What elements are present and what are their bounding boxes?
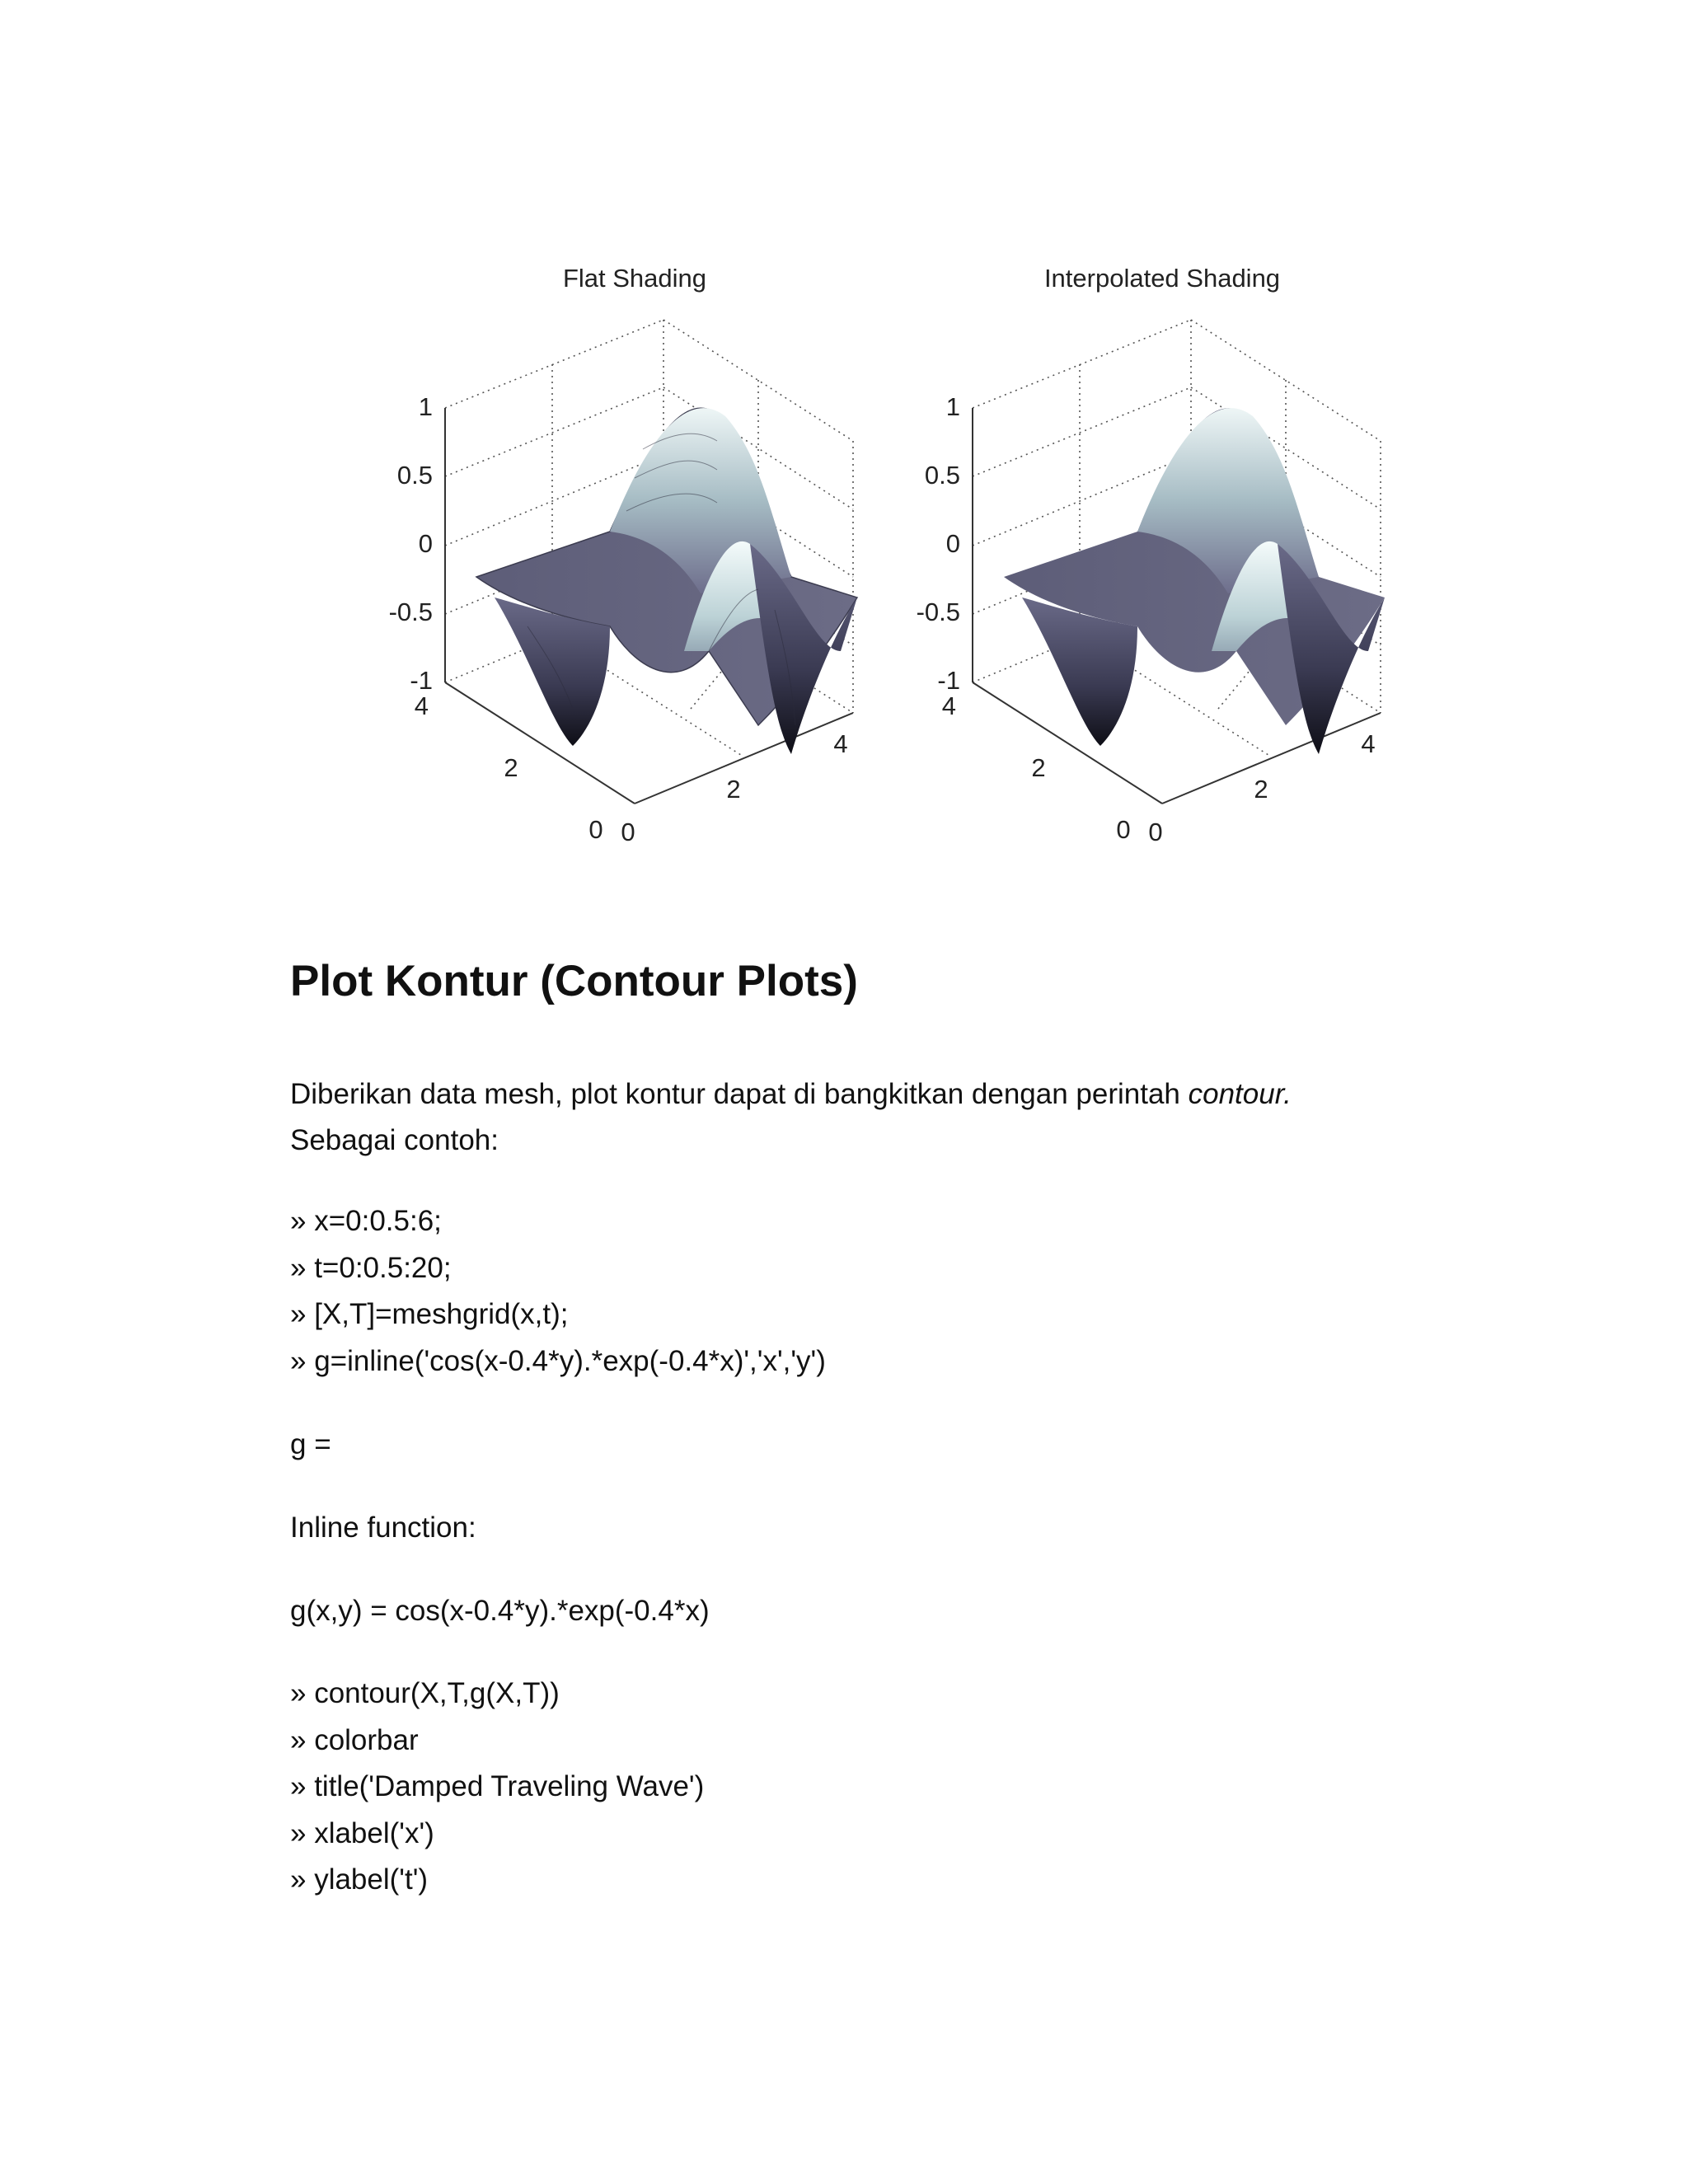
x-ticks-left: [621, 729, 847, 846]
output-g-definition: g(x,y) = cos(x-0.4*y).*exp(-0.4*x): [290, 1595, 710, 1627]
x-tick-4: 4: [833, 729, 848, 758]
x-ticks-right: [1148, 729, 1375, 846]
surface-left: [476, 408, 857, 754]
y-tick-4: 4: [941, 691, 956, 720]
y-tick-2: 2: [1031, 753, 1046, 782]
intro-line2: Sebagai contoh:: [290, 1124, 499, 1156]
z-tick-neg0.5: -0.5: [916, 598, 960, 626]
intro-paragraph: [290, 1071, 1292, 1164]
z-ticks-left: [389, 392, 433, 695]
z-tick-0.5: 0.5: [924, 461, 960, 490]
y-tick-4: 4: [414, 691, 429, 720]
x-tick-0: 0: [621, 818, 635, 846]
interpolated-shading-plot: [917, 320, 1385, 846]
z-tick-neg0.5: -0.5: [388, 598, 433, 626]
output-inline-label: Inline function:: [290, 1511, 476, 1544]
command-line: » x=0:0.5:6;: [290, 1205, 442, 1237]
section-heading: Plot Kontur (Contour Plots): [290, 957, 858, 1005]
z-tick-0.5: 0.5: [396, 461, 433, 490]
surface-right: [1004, 408, 1385, 754]
z-tick-0: 0: [945, 529, 960, 558]
command-line: » t=0:0.5:20;: [290, 1252, 452, 1284]
z-tick-neg1: -1: [410, 666, 433, 695]
command-line: » contour(X,T,g(X,T)): [290, 1677, 560, 1709]
x-tick-2: 2: [726, 775, 741, 804]
z-tick-1: 1: [418, 392, 433, 421]
command-line: » title('Damped Traveling Wave'): [290, 1770, 705, 1802]
z-ticks-right: [917, 392, 960, 695]
command-line: » g=inline('cos(x-0.4*y).*exp(-0.4*x)','x','y'): [290, 1345, 826, 1377]
plot-title-interpolated: Interpolated Shading: [1043, 264, 1281, 293]
output-g-eq: g =: [290, 1428, 331, 1460]
command-line: » ylabel('t'): [290, 1863, 429, 1896]
surface-plots-svg: [363, 264, 1418, 874]
command-line: » colorbar: [290, 1724, 419, 1756]
z-tick-1: 1: [945, 392, 960, 421]
command-line: » xlabel('x'): [290, 1817, 434, 1849]
y-tick-2: 2: [504, 753, 518, 782]
z-tick-0: 0: [418, 529, 433, 558]
plot-title-flat: Flat Shading: [562, 264, 707, 293]
intro-italic-command: contour.: [1188, 1078, 1292, 1110]
y-tick-0: 0: [588, 815, 603, 844]
x-tick-4: 4: [1361, 729, 1376, 758]
x-tick-0: 0: [1148, 818, 1163, 846]
surface-figure: [363, 264, 1418, 874]
intro-text: Diberikan data mesh, plot kontur dapat di bangkitkan dengan perintah: [290, 1078, 1189, 1110]
command-line: » [X,T]=meshgrid(x,t);: [290, 1298, 569, 1330]
y-tick-0: 0: [1116, 815, 1131, 844]
z-tick-neg1: -1: [937, 666, 960, 695]
x-tick-2: 2: [1254, 775, 1268, 804]
flat-shading-plot: [389, 320, 857, 846]
